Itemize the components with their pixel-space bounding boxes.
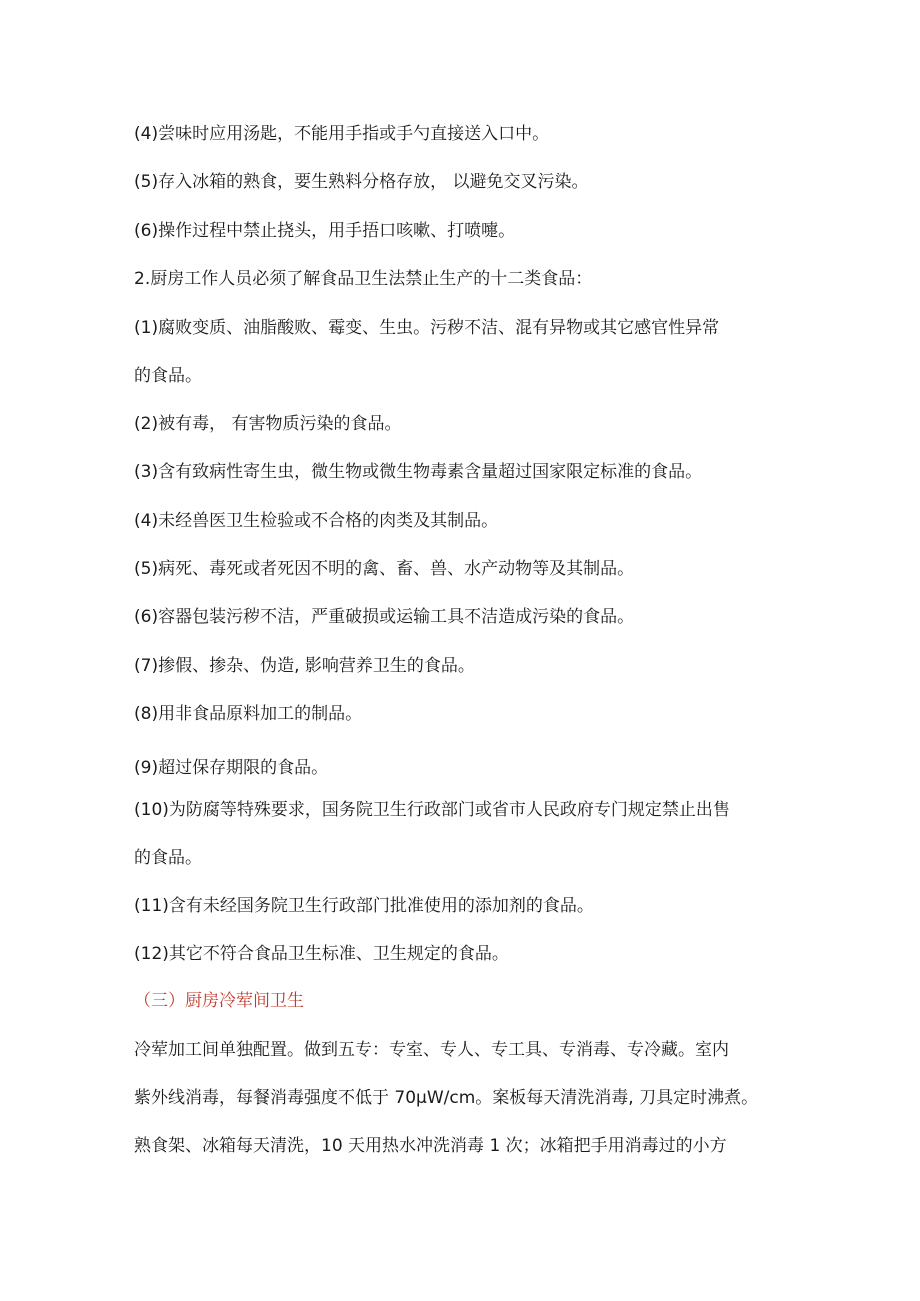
food-item-9: (9)超过保存期限的食品。: [134, 758, 329, 778]
rule-line-4-tasting: (4)尝味时应用汤匙，不能用手指或手勺直接送入口中。: [134, 124, 550, 144]
paragraph-line-1: 冷荤加工间单独配置。做到五专：专室、专人、专工具、专消毒、专冷藏。室内: [134, 1040, 729, 1060]
food-item-3: (3)含有致病性寄生虫，微生物或微生物毒素含量超过国家限定标准的食品。: [134, 462, 703, 482]
paragraph-line-3: 熟食架、冰箱每天清洗，10 天用热水冲洗消毒 1 次；冰箱把手用消毒过的小方: [134, 1136, 727, 1156]
section-heading-cold-dish-room: （三）厨房冷荤间卫生: [134, 991, 304, 1011]
food-item-8: (8)用非食品原料加工的制品。: [134, 704, 363, 724]
food-item-2: (2)被有毒， 有害物质污染的食品。: [134, 414, 402, 434]
food-item-7: (7)掺假、掺杂、伪造, 影响营养卫生的食品。: [134, 656, 475, 676]
food-item-1-line-2: 的食品。: [134, 366, 202, 386]
food-item-10-line-1: (10)为防腐等特殊要求，国务院卫生行政部门或省市人民政府专门规定禁止出售: [134, 800, 730, 820]
rule-line-6-hygiene: (6)操作过程中禁止挠头，用手捂口咳嗽、打喷嚏。: [134, 221, 516, 241]
food-item-11: (11)含有未经国务院卫生行政部门批准使用的添加剂的食品。: [134, 896, 594, 916]
rule-line-5-storage: (5)存入冰箱的熟食，要生熟料分格存放， 以避免交叉污染。: [134, 172, 589, 192]
food-item-1-line-1: (1)腐败变质、油脂酸败、霉变、生虫。污秽不洁、混有异物或其它感官性异常: [134, 318, 720, 338]
paragraph-line-2: 紫外线消毒，每餐消毒强度不低于 70μW/cm。案板每天清洗消毒, 刀具定时沸煮。: [134, 1088, 759, 1108]
food-item-6: (6)容器包装污秽不洁，严重破损或运输工具不洁造成污染的食品。: [134, 607, 635, 627]
food-item-5: (5)病死、毒死或者死因不明的禽、畜、兽、水产动物等及其制品。: [134, 559, 635, 579]
section-item-2-title: 2.厨房工作人员必须了解食品卫生法禁止生产的十二类食品：: [134, 269, 593, 289]
food-item-4: (4)未经兽医卫生检验或不合格的肉类及其制品。: [134, 511, 499, 531]
food-item-12: (12)其它不符合食品卫生标准、卫生规定的食品。: [134, 944, 509, 964]
food-item-10-line-2: 的食品。: [134, 848, 202, 868]
